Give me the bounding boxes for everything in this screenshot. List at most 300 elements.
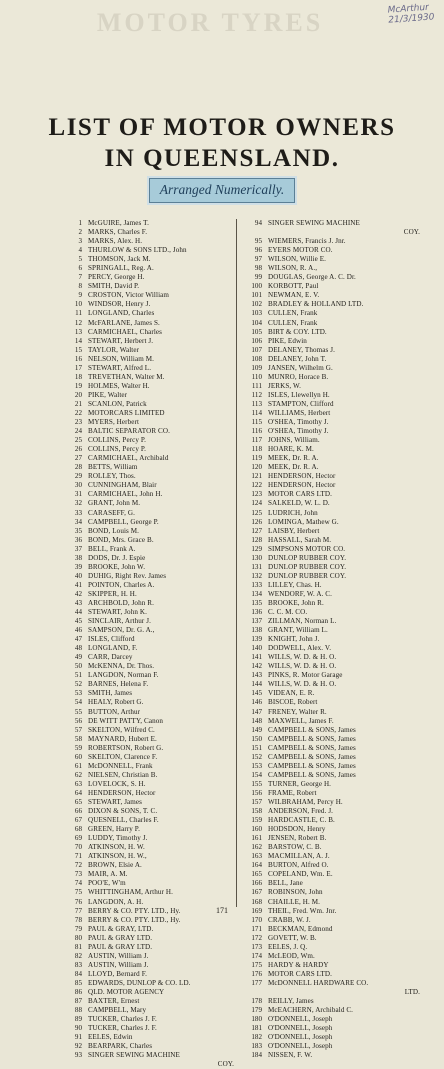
owner-name: EELES, J. Q. <box>268 942 308 951</box>
owner-number: 107 <box>251 345 262 354</box>
owner-number: 37 <box>74 544 82 553</box>
owner-name: WILBRAHAM, Percy H. <box>268 798 343 806</box>
owner-name: C. C. M. CO. <box>268 608 308 617</box>
owner-name: BROWN, Elsie A. <box>88 861 142 870</box>
owner-name: SCANLON, Patrick <box>88 399 147 408</box>
owner-row <box>240 644 426 653</box>
owner-name: TUCKER, Charles J. F. <box>88 1024 157 1033</box>
owner-number: 183 <box>251 1042 262 1051</box>
owner-number: 24 <box>74 427 82 436</box>
owner-name: LILLEY, Chas. H. <box>268 580 322 589</box>
owner-name: SKELTON, Clarence F. <box>88 752 158 761</box>
owner-row <box>60 463 240 472</box>
owner-row <box>240 427 426 436</box>
owner-number: 17 <box>74 363 82 372</box>
owner-row <box>60 264 240 273</box>
owner-number: 68 <box>74 825 82 834</box>
owner-name: JANSEN, Wilhelm G. <box>268 363 333 372</box>
owner-row <box>240 364 426 373</box>
owner-row <box>60 617 240 626</box>
owner-row <box>240 925 426 934</box>
owner-row <box>240 617 426 626</box>
owner-number: 134 <box>251 589 262 598</box>
owner-name: MARKS, Alex. H. <box>88 237 143 246</box>
owner-name: BECKMAN, Edmond <box>268 924 333 933</box>
owner-row <box>60 671 240 680</box>
owner-number: 75 <box>74 888 82 897</box>
owner-name: McDONNELL, Frank <box>88 761 153 770</box>
owner-number: 19 <box>74 381 82 390</box>
owner-number <box>240 228 268 237</box>
owner-name: LANGDON, A. H. <box>88 897 144 906</box>
owner-row <box>60 608 240 617</box>
owner-number: 136 <box>251 608 262 617</box>
owner-name: BROOKE, John R. <box>268 598 324 607</box>
owner-row <box>60 1015 240 1024</box>
owner-row <box>240 708 426 717</box>
owner-number: 175 <box>251 960 262 969</box>
owner-number: 5 <box>78 255 82 264</box>
owner-number: 20 <box>74 390 82 399</box>
owner-row <box>60 988 240 997</box>
owner-name: SAMPSON, Dr. G. A., <box>88 626 155 635</box>
owner-row <box>240 237 426 246</box>
owner-name: SMITH, David P. <box>88 282 140 291</box>
owner-name: WILLS, W. D. & H. O. <box>268 680 337 689</box>
owner-number: 130 <box>251 553 262 562</box>
owner-name: POO'E, W'm <box>88 879 126 888</box>
owner-number: 32 <box>74 499 82 508</box>
owner-name: LONGLAND, Charles <box>88 309 155 318</box>
owner-number: 73 <box>74 870 82 879</box>
owner-row <box>60 255 240 264</box>
owner-name: CAMPBELL, George P. <box>88 517 159 526</box>
owner-row <box>60 391 240 400</box>
owner-name: NIELSEN, Christian B. <box>88 770 158 779</box>
owner-row <box>60 337 240 346</box>
owner-row <box>240 382 426 391</box>
owner-name: CAMPBELL & SONS, James <box>268 752 356 761</box>
owner-name: THEIL, Fred. Wm. Jnr. <box>268 906 337 915</box>
owner-name: CARMICHAEL, Charles <box>88 327 163 336</box>
owner-number: 69 <box>74 834 82 843</box>
owner-number: 118 <box>251 445 262 454</box>
owner-name: MACMILLAN, A. J. <box>268 852 330 861</box>
owner-number: 146 <box>251 698 262 707</box>
owner-row <box>60 590 240 599</box>
owner-number: 106 <box>251 336 262 345</box>
owner-number: 83 <box>74 960 82 969</box>
owner-number: 14 <box>74 336 82 345</box>
owner-row <box>240 300 426 309</box>
owner-number: 127 <box>251 526 262 535</box>
owner-number: 113 <box>251 399 262 408</box>
owner-row <box>240 599 426 608</box>
owner-name: BERRY & CO. PTY. LTD., Hy. <box>88 915 181 924</box>
owner-row <box>240 309 426 318</box>
owner-number: 48 <box>74 644 82 653</box>
owner-number: 109 <box>251 363 262 372</box>
owner-row <box>240 1051 426 1060</box>
owner-name: O'DONNELL, Joseph <box>268 1042 333 1051</box>
owner-row <box>240 445 426 454</box>
owner-name: VIDEAN, E. R. <box>268 689 315 698</box>
owner-row <box>240 563 426 572</box>
owner-row <box>240 680 426 689</box>
owner-name: NISSEN, F. W. <box>268 1051 313 1060</box>
owner-row <box>240 1024 426 1033</box>
owner-number <box>60 1060 88 1069</box>
owner-name: MAYNARD, Hubert E. <box>88 734 157 743</box>
owner-name: DOUGLAS, George A. C. Dr. <box>268 273 356 282</box>
owner-name: BALTIC SEPARATOR CO. <box>88 427 170 436</box>
owner-name: ARCHBOLD, John R. <box>88 598 154 607</box>
owner-number: 114 <box>251 408 262 417</box>
owner-row <box>60 771 240 780</box>
owner-number: 77 <box>74 906 82 915</box>
owner-number: 147 <box>251 707 262 716</box>
owner-row <box>60 735 240 744</box>
owner-row <box>240 581 426 590</box>
owner-number: 123 <box>251 490 262 499</box>
owner-name: McLEOD, Wm. <box>268 951 315 960</box>
owner-name: DELANEY, John T. <box>268 354 327 363</box>
owner-row <box>240 825 426 834</box>
owner-row <box>240 807 426 816</box>
owner-number: 67 <box>74 816 82 825</box>
owner-number: 2 <box>78 228 82 237</box>
owner-number: 131 <box>251 562 262 571</box>
owner-name: CULLEN, Frank <box>268 318 318 327</box>
owner-number: 122 <box>251 481 262 490</box>
owner-number: 121 <box>251 472 262 481</box>
owner-number: 170 <box>251 915 262 924</box>
owner-row <box>60 599 240 608</box>
owner-name: DELANEY, Thomas J. <box>268 345 335 354</box>
owner-number: 138 <box>251 626 262 635</box>
owner-row <box>60 970 240 979</box>
owner-row <box>60 499 240 508</box>
owner-row <box>240 1015 426 1024</box>
owner-row <box>240 970 426 979</box>
owner-row <box>240 436 426 445</box>
owner-number: 1 <box>78 219 82 227</box>
owner-row-continuation <box>240 228 426 237</box>
owner-number: 65 <box>74 798 82 806</box>
owner-row <box>60 952 240 961</box>
owner-number: 87 <box>74 997 82 1006</box>
owner-number: 40 <box>74 571 82 580</box>
owner-number: 64 <box>74 788 82 797</box>
owner-name: O'DONNELL, Joseph <box>268 1015 333 1024</box>
owner-row <box>60 644 240 653</box>
owner-row <box>240 698 426 707</box>
owner-name: SINCLAIR, Arthur J. <box>88 617 151 626</box>
owner-row <box>240 291 426 300</box>
owner-row <box>60 219 240 228</box>
owner-number: 140 <box>251 644 262 653</box>
owner-number: 135 <box>251 598 262 607</box>
owner-name: WILLIAMS, Herbert <box>268 408 331 417</box>
owner-name: BARNES, Helena F. <box>88 680 149 689</box>
owner-number: 53 <box>74 689 82 698</box>
owner-row <box>240 400 426 409</box>
owner-number: 8 <box>78 282 82 291</box>
owner-number: 182 <box>251 1033 262 1042</box>
owner-name: MUNRO, Horace B. <box>268 372 329 381</box>
owner-row <box>60 662 240 671</box>
owner-name: WHITTINGHAM, Arthur H. <box>88 888 173 897</box>
owner-number: 158 <box>251 807 262 816</box>
owner-name: MAIR, A. M. <box>88 870 128 879</box>
owner-number: 79 <box>74 924 82 933</box>
owner-number: 91 <box>74 1033 82 1042</box>
owner-number: 81 <box>74 942 82 951</box>
owner-number: 7 <box>78 273 82 282</box>
owner-name: O'SHEA, Timothy J. <box>268 427 329 436</box>
owner-name: AUSTIN, William J. <box>88 960 149 969</box>
owner-row <box>240 554 426 563</box>
owner-row <box>60 445 240 454</box>
owner-name: SALKELD, W. L. D. <box>268 499 330 508</box>
owner-name: BETTS, William <box>88 463 138 472</box>
owner-name: PAUL & GRAY LTD. <box>88 933 153 942</box>
owner-name: THURLOW & SONS LTD., John <box>88 246 187 255</box>
owner-number: 150 <box>251 734 262 743</box>
owner-row <box>240 780 426 789</box>
owner-number: 145 <box>251 689 262 698</box>
owner-row <box>240 509 426 518</box>
owner-row <box>60 319 240 328</box>
owner-name: MOTOR CARS LTD. <box>268 490 332 499</box>
owner-row <box>60 527 240 536</box>
owner-name: DODS, Dr. J. Espie <box>88 553 146 562</box>
owner-number: 46 <box>74 626 82 635</box>
owner-row <box>240 671 426 680</box>
owner-name: ROBERTSON, Robert G. <box>88 743 164 752</box>
owner-name: CAMPBELL & SONS, James <box>268 770 356 779</box>
owner-row <box>60 852 240 861</box>
owner-row <box>60 382 240 391</box>
owner-name: SKIPPER, H. H. <box>88 589 137 598</box>
owner-number: 116 <box>251 427 262 436</box>
owner-name: O'DONNELL, Joseph <box>268 1033 333 1042</box>
owner-number: 184 <box>251 1051 262 1060</box>
owner-number: 96 <box>254 246 262 255</box>
owner-name: NEWMAN, E. V. <box>268 291 320 300</box>
owner-row <box>240 319 426 328</box>
owner-number: 110 <box>251 372 262 381</box>
owner-row <box>60 373 240 382</box>
owner-row <box>240 373 426 382</box>
owner-number: 93 <box>74 1051 82 1060</box>
owner-number: 63 <box>74 779 82 788</box>
owner-row-continuation <box>240 988 426 997</box>
owner-number: 168 <box>251 897 262 906</box>
owner-row <box>60 309 240 318</box>
owner-name: COLLINS, Percy P. <box>88 436 147 445</box>
owner-name: McKENNA, Dr. Thos. <box>88 662 155 671</box>
owner-name: CARMICHAEL, John H. <box>88 490 163 499</box>
owner-name: BAXTER, Ernest <box>88 997 140 1006</box>
owner-number: 16 <box>74 354 82 363</box>
owner-number: 100 <box>251 282 262 291</box>
owner-row <box>240 879 426 888</box>
owner-number: 125 <box>251 508 262 517</box>
owner-number: 133 <box>251 580 262 589</box>
owner-name: ISLES, Clifford <box>88 635 135 644</box>
owner-number: 137 <box>251 617 262 626</box>
owner-number: 163 <box>251 852 262 861</box>
owner-name: BELL, Frank A. <box>88 544 136 553</box>
owner-number <box>240 988 268 997</box>
owner-row <box>240 744 426 753</box>
owner-row <box>240 979 426 988</box>
owner-name: STEWART, John K. <box>88 608 147 617</box>
owner-row <box>240 961 426 970</box>
owner-number: 179 <box>251 1006 262 1015</box>
owner-name: STEWART, Alfred L. <box>88 363 152 372</box>
owner-row <box>240 499 426 508</box>
owner-name: TURNER, George H. <box>268 779 332 788</box>
owner-number: 29 <box>74 472 82 481</box>
owner-row <box>240 536 426 545</box>
owner-row <box>60 581 240 590</box>
owner-number: 23 <box>74 418 82 427</box>
owner-row <box>60 346 240 355</box>
owner-row <box>60 300 240 309</box>
owner-name: MOTORCARS LIMITED <box>88 408 165 417</box>
owner-number: 154 <box>251 770 262 779</box>
owner-number: 57 <box>74 725 82 734</box>
owners-list-right-column <box>240 219 426 1060</box>
owner-name: WILSON, Willie E. <box>268 255 327 264</box>
owner-row <box>240 861 426 870</box>
owner-number: 76 <box>74 897 82 906</box>
owner-name: CUNNINGHAM, Blair <box>88 481 157 490</box>
owner-name: PINKS, R. Motor Garage <box>268 671 343 680</box>
owner-row <box>60 762 240 771</box>
owner-name: PAUL & GRAY LTD. <box>88 942 153 951</box>
owner-name: SPRINGALL, Reg. A. <box>88 264 154 273</box>
owner-name: TUCKER, Charles J. F. <box>88 1015 157 1024</box>
owner-number: 180 <box>251 1015 262 1024</box>
owner-row <box>240 282 426 291</box>
owner-number: 94 <box>254 219 262 227</box>
owner-name: EELES, Edwin <box>88 1033 133 1042</box>
owner-name: BERRY & CO. PTY. LTD., Hy. <box>88 906 181 915</box>
owner-name: SIMPSONS MOTOR CO. <box>268 544 346 553</box>
owner-row <box>60 563 240 572</box>
owner-number: 143 <box>251 671 262 680</box>
owner-number: 55 <box>74 707 82 716</box>
owner-row <box>240 219 426 228</box>
owner-name: JERKS, W. <box>268 381 302 390</box>
owner-name: FRENEY, Walter R. <box>268 707 327 716</box>
owner-number: 117 <box>251 436 262 445</box>
owner-name: ISLES, Llewellyn H. <box>268 390 330 399</box>
owner-number: 171 <box>251 924 262 933</box>
owner-row <box>240 409 426 418</box>
owner-name: CAMPBELL & SONS, James <box>268 725 356 734</box>
owner-number: 95 <box>254 237 262 246</box>
owner-row <box>60 427 240 436</box>
owner-name: CAMPBELL, Mary <box>88 1006 147 1015</box>
owner-row <box>60 870 240 879</box>
owner-row <box>60 834 240 843</box>
owner-row <box>60 228 240 237</box>
owner-number: 59 <box>74 743 82 752</box>
owner-row <box>60 509 240 518</box>
owner-name: O'SHEA, Timothy J. <box>268 418 329 427</box>
column-divider <box>236 219 237 907</box>
owner-name: LAISBY, Herbert <box>268 526 320 535</box>
owner-name: JOHNS, William. <box>268 436 320 445</box>
owner-name: LONGLAND, F. <box>88 644 138 653</box>
owner-name: CROSTON, Victor William <box>88 291 170 300</box>
owner-name: BIRT & COY. LTD. <box>268 327 327 336</box>
owner-name: CARMICHAEL, Archibald <box>88 454 169 463</box>
owner-row <box>60 698 240 707</box>
owner-number: 22 <box>74 408 82 417</box>
owner-row <box>240 689 426 698</box>
owner-number: 105 <box>251 327 262 336</box>
owner-row <box>60 997 240 1006</box>
owner-number: 164 <box>251 861 262 870</box>
owner-name: McDONNELL HARDWARE CO. <box>268 978 369 987</box>
owner-number: 119 <box>251 454 262 463</box>
owner-number: 102 <box>251 300 262 309</box>
owner-number: 56 <box>74 716 82 725</box>
owner-number: 97 <box>254 255 262 264</box>
owner-row <box>60 925 240 934</box>
owner-row <box>240 572 426 581</box>
owner-row <box>240 454 426 463</box>
owner-number: 126 <box>251 517 262 526</box>
owner-name: COPELAND, Wm. E. <box>268 870 333 879</box>
owner-name: GOVETT, W. B. <box>268 933 317 942</box>
owner-row <box>240 328 426 337</box>
owner-name: BEARPARK, Charles <box>88 1042 153 1051</box>
owner-number: 101 <box>251 291 262 300</box>
owner-row <box>60 717 240 726</box>
owner-number: 78 <box>74 915 82 924</box>
owner-name: HARDCASTLE, C. B. <box>268 816 335 825</box>
owner-row <box>240 481 426 490</box>
owner-name: BURTON, Alfred O. <box>268 861 329 870</box>
owner-number: 157 <box>251 798 262 806</box>
owner-row <box>240 798 426 807</box>
owner-name: WILLS, W. D. & H. O. <box>268 653 337 662</box>
owner-row <box>60 355 240 364</box>
owner-row <box>60 653 240 662</box>
owner-number: 51 <box>74 671 82 680</box>
owner-number: 34 <box>74 517 82 526</box>
owner-row <box>240 717 426 726</box>
owner-row <box>240 1033 426 1042</box>
owner-name: McFARLANE, James S. <box>88 318 160 327</box>
owner-number: 26 <box>74 445 82 454</box>
owner-row <box>240 635 426 644</box>
owner-row <box>60 816 240 825</box>
owner-name: HODSDON, Henry <box>268 825 326 834</box>
owner-number: 103 <box>251 309 262 318</box>
owner-row <box>60 934 240 943</box>
owner-row <box>240 816 426 825</box>
owner-number: 84 <box>74 969 82 978</box>
owner-number: 12 <box>74 318 82 327</box>
owner-row <box>60 807 240 816</box>
